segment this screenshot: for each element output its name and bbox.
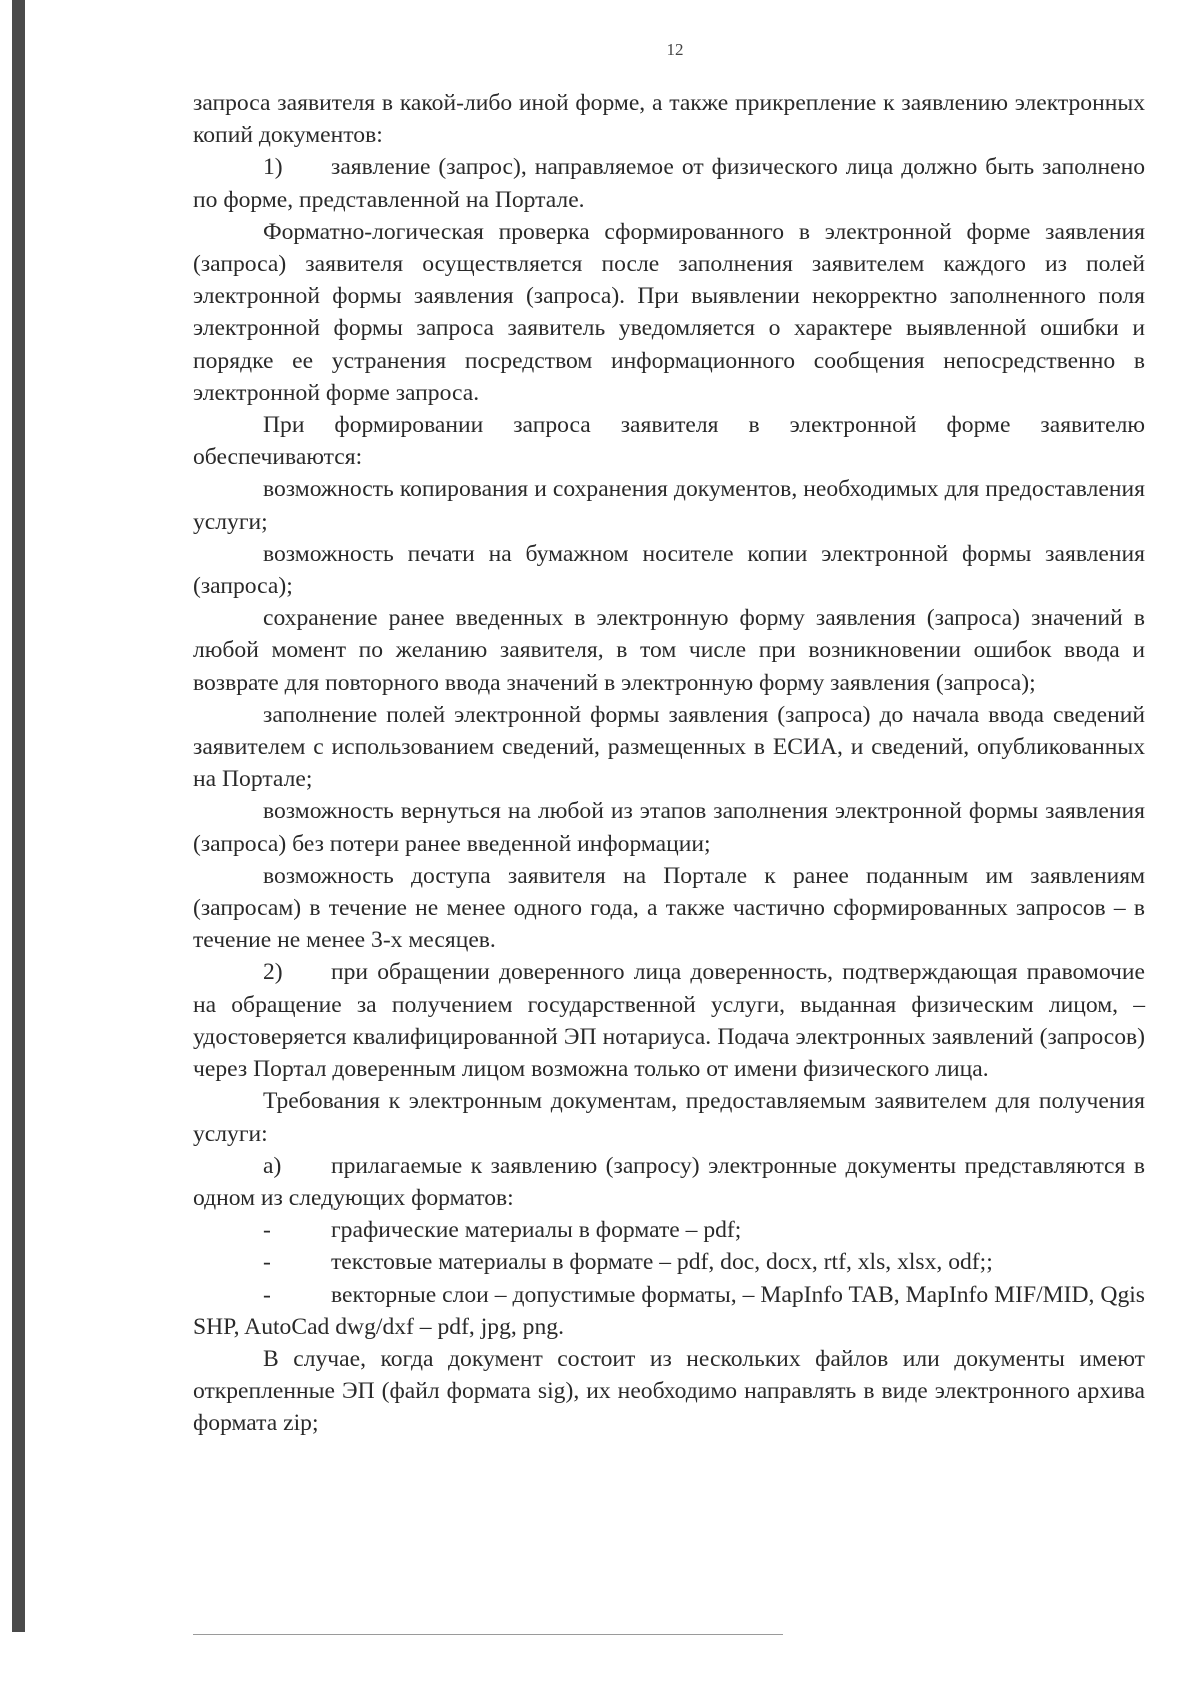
dash-item <box>193 1279 1145 1343</box>
paragraph <box>193 699 1145 796</box>
paragraph-text: возможность печати на бумажном носителе копии электронной формы заявления (запроса); <box>193 540 1145 600</box>
paragraph-text: возможность копирования и сохранения документов, необходимых для предоставления услуги; <box>193 476 1145 535</box>
paragraph <box>193 473 1145 537</box>
document-body <box>193 87 1145 1440</box>
paragraph-text: текстовые материалы в формате – pdf, doc, docx, rtf, xls, xlsx, odf;; <box>331 1249 993 1276</box>
paragraph <box>193 860 1145 957</box>
dash-marker: - <box>263 1281 271 1308</box>
list-marker: а) <box>263 1152 282 1179</box>
paragraph <box>193 538 1145 602</box>
paragraph-text: Форматно-логическая проверка сформированного в электронной форме заявления (запроса) заявителя осуществляется после заполнения заявителем каждого из полей электронной формы заявления (запроса). При выявлении некорректно заполненного поля электронной формы запроса заявитель уведомляется о характере выявленной ошибки и порядке ее устранения посредством информационного сообщения непосредственно в электронной форме запроса. <box>193 218 1145 406</box>
page-number: 12 <box>666 40 684 59</box>
paragraph-text: графические материалы в формате – pdf; <box>331 1217 742 1244</box>
paragraph <box>193 409 1145 473</box>
dash-marker: - <box>263 1217 271 1244</box>
paragraph-text: векторные слои – допустимые форматы, – MapInfo TAB, MapInfo MIF/MID, Qgis SHP, AutoCad dwg/dxf – pdf, jpg, png. <box>193 1281 1145 1340</box>
dash-item <box>193 1246 1145 1278</box>
paragraph <box>193 1085 1145 1149</box>
paragraph <box>193 1343 1145 1440</box>
paragraph-text: В случае, когда документ состоит из нескольких файлов или документы имеют открепленные ЭП (файл формата sig), их необходимо направлять в виде электронного архива формата zip; <box>193 1345 1145 1437</box>
paragraph-text: при обращении доверенного лица доверенность, подтверждающая правомочие на обращение за получением государственной услуги, выданная физическим лицом, – удостоверяется квалифицированной ЭП нотариуса. Подача электронных заявлений (запросов) через Портал доверенным лицом возможна только от имени физического лица. <box>193 959 1145 1083</box>
numbered-item <box>193 956 1145 1085</box>
footnote-separator <box>193 1634 783 1635</box>
paragraph-text: возможность вернуться на любой из этапов заполнения электронной формы заявления (запроса) без потери ранее введенной информации; <box>193 798 1145 857</box>
paragraph-text: прилагаемые к заявлению (запросу) электронные документы представляются в одном из следующих форматов: <box>193 1152 1145 1211</box>
paragraph-text: запроса заявителя в какой-либо иной форме, а также прикрепление к заявлению электронных копий документов: <box>193 90 1145 149</box>
paragraph <box>193 602 1145 699</box>
paragraph-text: сохранение ранее введенных в электронную форму заявления (запроса) значений в любой момент по желанию заявителя, в том числе при возникновении ошибок ввода и возврате для повторного ввода значений в электронную форму заявления (запроса); <box>193 605 1145 696</box>
dash-marker: - <box>263 1249 271 1276</box>
paragraph-text: Требования к электронным документам, предоставляемым заявителем для получения услуги: <box>193 1088 1145 1147</box>
paragraph-text: При формировании запроса заявителя в электронной форме заявителю обеспечиваются: <box>193 412 1145 471</box>
paragraph-text: заполнение полей электронной формы заявления (запроса) до начала ввода сведений заявителем с использованием сведений, размещенных в ЕСИА, и сведений, опубликованных на Портале; <box>193 701 1145 793</box>
numbered-item <box>193 151 1145 215</box>
paragraph-text: возможность доступа заявителя на Портале к ранее поданным им заявлениям (запросам) в течение не менее одного года, а также частично сформированных запросов – в течение не менее 3-х месяцев. <box>193 862 1145 954</box>
paragraph <box>193 87 1145 151</box>
dash-item <box>193 1214 1145 1246</box>
list-marker: 1) <box>263 154 283 181</box>
paragraph-text: заявление (запрос), направляемое от физического лица должно быть заполнено по форме, представленной на Портале. <box>193 154 1145 213</box>
scan-edge-bar <box>12 0 25 1632</box>
lettered-item <box>193 1150 1145 1214</box>
paragraph <box>193 795 1145 859</box>
paragraph <box>193 216 1145 409</box>
list-marker: 2) <box>263 959 283 986</box>
